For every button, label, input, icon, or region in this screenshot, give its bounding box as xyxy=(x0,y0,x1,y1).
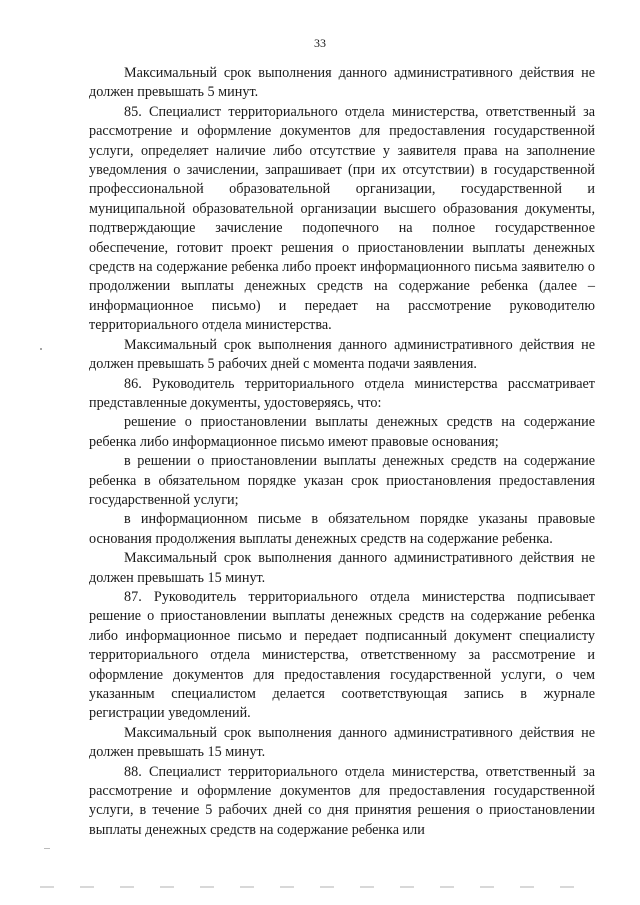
paragraph-86-item-3: в информационном письме в обязательном порядке указаны правовые основания продолжения выплаты денежных средств на содержание ребенка. xyxy=(89,511,595,547)
paragraph-max-time-4: Максимальный срок выполнения данного административного действия не должен превышать 15 минут. xyxy=(89,724,595,761)
paragraph-85: 85. Специалист территориального отдела министерства, ответственный за рассмотрение и оформление документов для предоставления государственной услуги, определяет наличие либо отсутствие у заявителя права на заполнение уведомления о зачислении, запрашивает (при их отсутствии) в государственной профессиональной образовательной организации, государственной и муниципальной образовательной организации высшего образования документы, подтверждающие зачисление подопечного на полное государственное обеспечение, готовит проект решения о приостановлении выплаты денежных средств на содержание ребенка либо проект информационного письма заявителю о продолжении выплаты денежных средств на содержание ребенка (далее – информационное письмо) и передает на рассмотрение руководителю территориального отдела министерства. xyxy=(89,103,595,334)
paragraph-88: 88. Специалист территориального отдела министерства, ответственный за рассмотрение и оформление документов для предоставления государственной услуги, в течение 5 рабочих дней со дня принятия решения о приостановлении выплаты денежных средств на содержание ребенка или xyxy=(89,763,595,838)
document-body xyxy=(89,64,595,840)
paragraph-max-time-1: Максимальный срок выполнения данного административного действия не должен превышать 5 минут. xyxy=(89,65,595,101)
scan-artifact xyxy=(44,848,50,849)
scan-bottom-artifacts xyxy=(40,886,600,888)
scan-margin-mark xyxy=(40,348,42,350)
paragraph-max-time-3: Максимальный срок выполнения данного административного действия не должен превышать 15 минут. xyxy=(89,550,595,586)
paragraph-86-item-2: в решении о приостановлении выплаты денежных средств на содержание ребенка в обязательном порядке указан срок приостановления предоставления государственной услуги; xyxy=(89,453,595,508)
paragraph-86-item-1: решение о приостановлении выплаты денежных средств на содержание ребенка либо информационное письмо имеют правовые основания; xyxy=(89,414,595,450)
paragraph-87: 87. Руководитель территориального отдела министерства подписывает решение о приостановлении выплаты денежных средств на содержание ребенка либо информационное письмо и передает подписанный документ специалисту территориального отдела министерства, ответственному за рассмотрение и оформление документов для предоставления государственной услуги, о чем указанным специалистом делается соответствующая запись в журнале регистрации уведомлений. xyxy=(89,588,595,722)
page-number: 33 xyxy=(314,36,326,50)
paragraph-max-time-2: Максимальный срок выполнения данного административного действия не должен превышать 5 рабочих дней с момента подачи заявления. xyxy=(89,336,595,373)
paragraph-86: 86. Руководитель территориального отдела министерства рассматривает представленные документы, удостоверяясь, что: xyxy=(89,375,595,411)
